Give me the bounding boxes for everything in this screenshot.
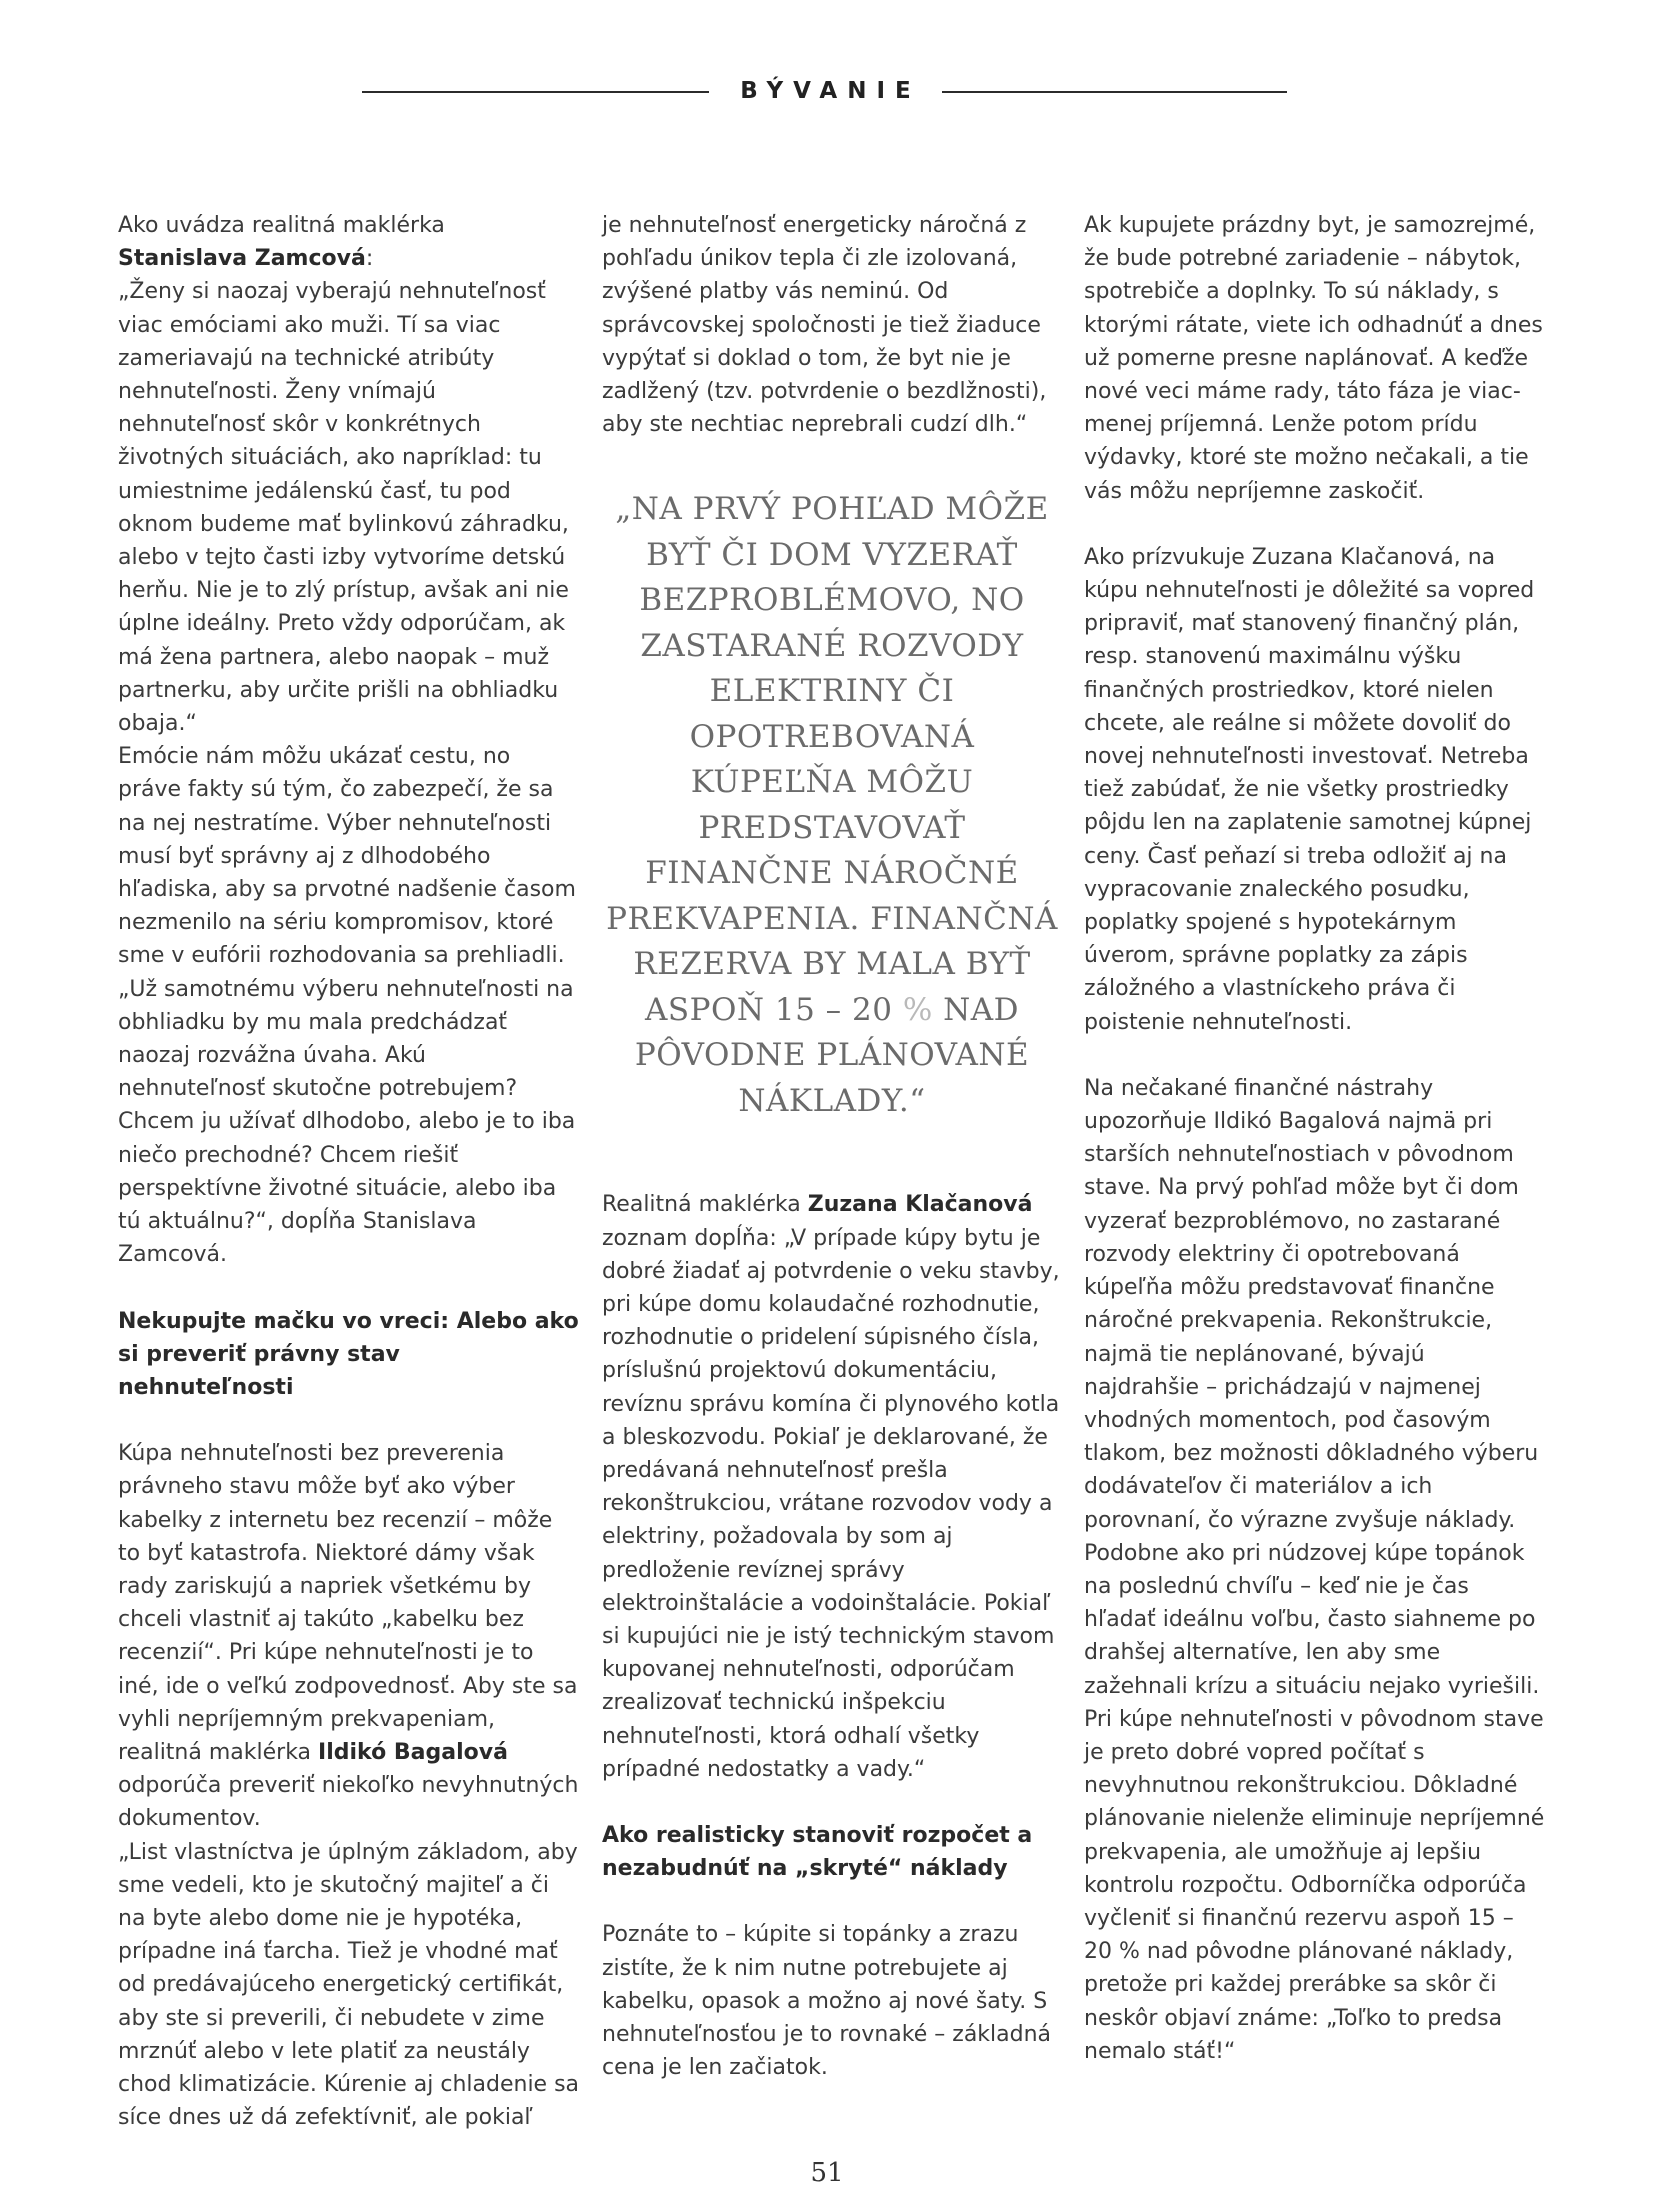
person-name: Ildikó Bagalová	[318, 1739, 508, 1765]
paragraph: Emócie nám môžu ukázať cestu, no práve fakty sú tým, čo zabezpečí, že sa na nej nestratíme. Výber nehnuteľnosti musí byť správny aj z dlhodobého hľadiska, aby sa prvotné nadšenie časom nezmenilo na sériu kompromisov, ktoré sme v eufórii rozhodovania sa prehliadli.	[118, 744, 576, 969]
quote-paragraph: „List vlastníctva je úplným základom, aby sme vedeli, kto je skutočný majiteľ a či na byte alebo dome nie je hypotéka, prípadne iná ťarcha. Tiež je vhodné mať od predávajúceho energetický certifikát, aby ste si preverili, či nebudete v zime mrznúť alebo v lete platiť za neustály chod klimatizácie. Kúrenie aj chladenie sa síce dnes už dá zefektívniť, ale pokiaľ	[118, 1839, 580, 2131]
page-header	[0, 76, 1654, 106]
paragraph: je nehnuteľnosť energeticky náročná z pohľadu únikov tepla či zle izolovaná, zvýšené platby vás neminú. Od správcovskej spoločnosti je tiež žiaduce vypýtať si doklad o tom, že byt nie je zadlžený (tzv. potvrdenie o bezdlžnosti), aby ste nechtiac neprebrali cudzí dlh.“	[602, 213, 1047, 438]
article-column-3	[1084, 209, 1546, 2068]
person-name: Stanislava Zamcová	[118, 246, 366, 272]
article-column-1	[118, 209, 580, 2134]
pull-quote: „NA PRVÝ POHĽAD MÔŽE BYŤ ČI DOM VYZERAŤ BEZPROBLÉMOVO, NO ZASTARANÉ ROZVODY ELEKTRINY ČI OPOTREBOVANÁ KÚPEĽŇA MÔŽU PREDSTAVOVAŤ FINANČNE NÁROČNÉ PREKVAPENIA. FINANČNÁ REZERVA BY MALA BYŤ ASPOŇ 15 – 20 % NAD PÔVODNE PLÁNOVANÉ NÁKLADY.“	[606, 491, 1058, 1119]
header-rule-right	[942, 91, 1287, 93]
paragraph: Kúpa nehnuteľnosti bez preverenia právneho stavu môže byť ako výber kabelky z internetu bez recenzií – môže to byť katastrofa. Niektoré dámy však rady zariskujú a napriek všetkému by chceli vlastniť aj takúto „kabelku bez recenzií“. Pri kúpe nehnuteľnosti je to iné, ide o veľkú zodpovednosť. Aby ste sa vyhli nepríjemným prekvapeniam, realitná maklérka Ildikó Bagalová odporúča preveriť niekoľko nevyhnutných dokumentov.	[118, 1441, 579, 1832]
paragraph: Ak kupujete prázdny byt, je samozrejmé, že bude potrebné zariadenie – nábytok, spotrebiče a doplnky. To sú náklady, s ktorými rátate, viete ich odhadnúť a dnes už pomerne presne naplánovať. A keďže nové veci máme rady, táto fáza je viac-menej príjemná. Lenže potom prídu výdavky, ktoré ste možno nečakali, a tie vás môžu nepríjemne zaskočiť.	[1084, 213, 1543, 504]
paragraph: Poznáte to – kúpite si topánky a zrazu zistíte, že k nim nutne potrebujete aj kabelku, opasok a možno aj nové šaty. S nehnuteľnosťou je to rovnaké – základná cena je len začiatok.	[602, 1922, 1052, 2081]
subheading: Ako realisticky stanoviť rozpočet a nezabudnúť na „skryté“ náklady	[602, 1823, 1033, 1882]
paragraph: Na nečakané finančné nástrahy upozorňuje Ildikó Bagalová najmä pri starších nehnuteľnostiach v pôvodnom stave. Na prvý pohľad môže byt či dom vyzerať bezproblémovo, no zastarané rozvody elektriny či opotrebovaná kúpeľňa môžu predstavovať finančne náročné prekvapenia. Rekonštrukcie, najmä tie neplánované, bývajú najdrahšie – prichádzajú v najmenej vhodných momentoch, pod časovým tlakom, bez možnosti dôkladného výberu dodávateľov či materiálov a ich porovnaní, čo výrazne zvyšuje náklady. Podobne ako pri núdzovej kúpe topánok na poslednú chvíľu – keď nie je čas hľadať ideálnu voľbu, často siahneme po drahšej alternatíve, len aby sme zažehnali krízu a situáciu nejako vyriešili. Pri kúpe nehnuteľnosti v pôvodnom stave je preto dobré vopred počítať s nevyhnutnou rekonštrukciou. Dôkladné plánovanie nielenže eliminuje nepríjemné prekvapenia, ale umožňuje aj lepšiu kontrolu rozpočtu. Odborníčka odporúča vyčleniť si finančnú rezervu aspoň 15 – 20 % nad pôvodne plánované náklady, pretože pri každej prerábke sa skôr či neskôr objaví známe: „Toľko to predsa nemalo stáť!“	[1084, 1075, 1545, 2064]
quote-paragraph: „Ženy si naozaj vyberajú nehnuteľnosť viac emóciami ako muži. Tí sa viac zameriavajú na technické atribúty nehnuteľnosti. Ženy vnímajú nehnuteľnosť skôr v konkrétnych životných situáciách, ako napríklad: tu umiestnime jedálenskú časť, tu pod oknom budeme mať bylinkovú záhradku, alebo v tejto časti izby vytvoríme detskú herňu. Nie je to zlý prístup, avšak ani nie úplne ideálny. Preto vždy odporúčam, ak má žena partnera, alebo naopak – muž partnerku, aby určite prišli na obhliadku obaja.“	[118, 279, 569, 737]
section-label: BÝVANIE	[740, 78, 921, 104]
quote-paragraph: „Už samotnému výberu nehnuteľnosti na obhliadku by mu mala predchádzať naozaj rozvážna úvaha. Akú nehnuteľnosť skutočne potrebujem? Chcem ju užívať dlhodobo, alebo je to iba niečo prechodné? Chcem riešiť perspektívne životné situácie, alebo iba tú aktuálnu?“, dopĺňa Stanislava Zamcová.	[118, 976, 576, 1268]
paragraph: Realitná maklérka Zuzana Klačanová zoznam dopĺňa: „V prípade kúpy bytu je dobré žiadať aj potvrdenie o veku stavby, pri kúpe domu kolaudačné rozhodnutie, rozhodnutie o pridelení súpisného čísla, príslušnú projektovú dokumentáciu, revíznu správu komína či plynového kotla a bleskozvodu. Pokiaľ je deklarované, že predávaná nehnuteľnosť prešla rekonštrukciou, vrátane rozvodov vody a elektriny, požadovala by som aj predloženie revíznej správy elektroinštalácie a vodoinštalácie. Pokiaľ si kupujúci nie je istý technickým stavom kupovanej nehnuteľnosti, odporúčam zrealizovať technickú inšpekciu nehnuteľnosti, ktorá odhalí všetky prípadné nedostatky a vady.“	[602, 1192, 1060, 1782]
page-number: 51	[810, 2158, 844, 2188]
paragraph-intro: Ako uvádza realitná maklérka Stanislava Zamcová:	[118, 213, 445, 272]
header-rule-left	[362, 91, 709, 93]
paragraph: Ako prízvukuje Zuzana Klačanová, na kúpu nehnuteľnosti je dôležité sa vopred pripraviť, mať stanovený finančný plán, resp. stanovenú maximálnu výšku finančných prostriedkov, ktoré nielen chcete, ale reálne si môžete dovoliť do novej nehnuteľnosti investovať. Netreba tiež zabúdať, že nie všetky prostriedky pôjdu len na zaplatenie samotnej kúpnej ceny. Časť peňazí si treba odložiť aj na vypracovanie znaleckého posudku, poplatky spojené s hypotekárnym úverom, správne poplatky za zápis záložného a vlastníckeho práva či poistenie nehnuteľnosti.	[1084, 544, 1535, 1035]
article-column-2	[602, 209, 1062, 2085]
subheading: Nekupujte mačku vo vreci: Alebo ako si preveriť právny stav nehnuteľnosti	[118, 1308, 579, 1400]
person-name: Zuzana Klačanová	[807, 1192, 1033, 1218]
